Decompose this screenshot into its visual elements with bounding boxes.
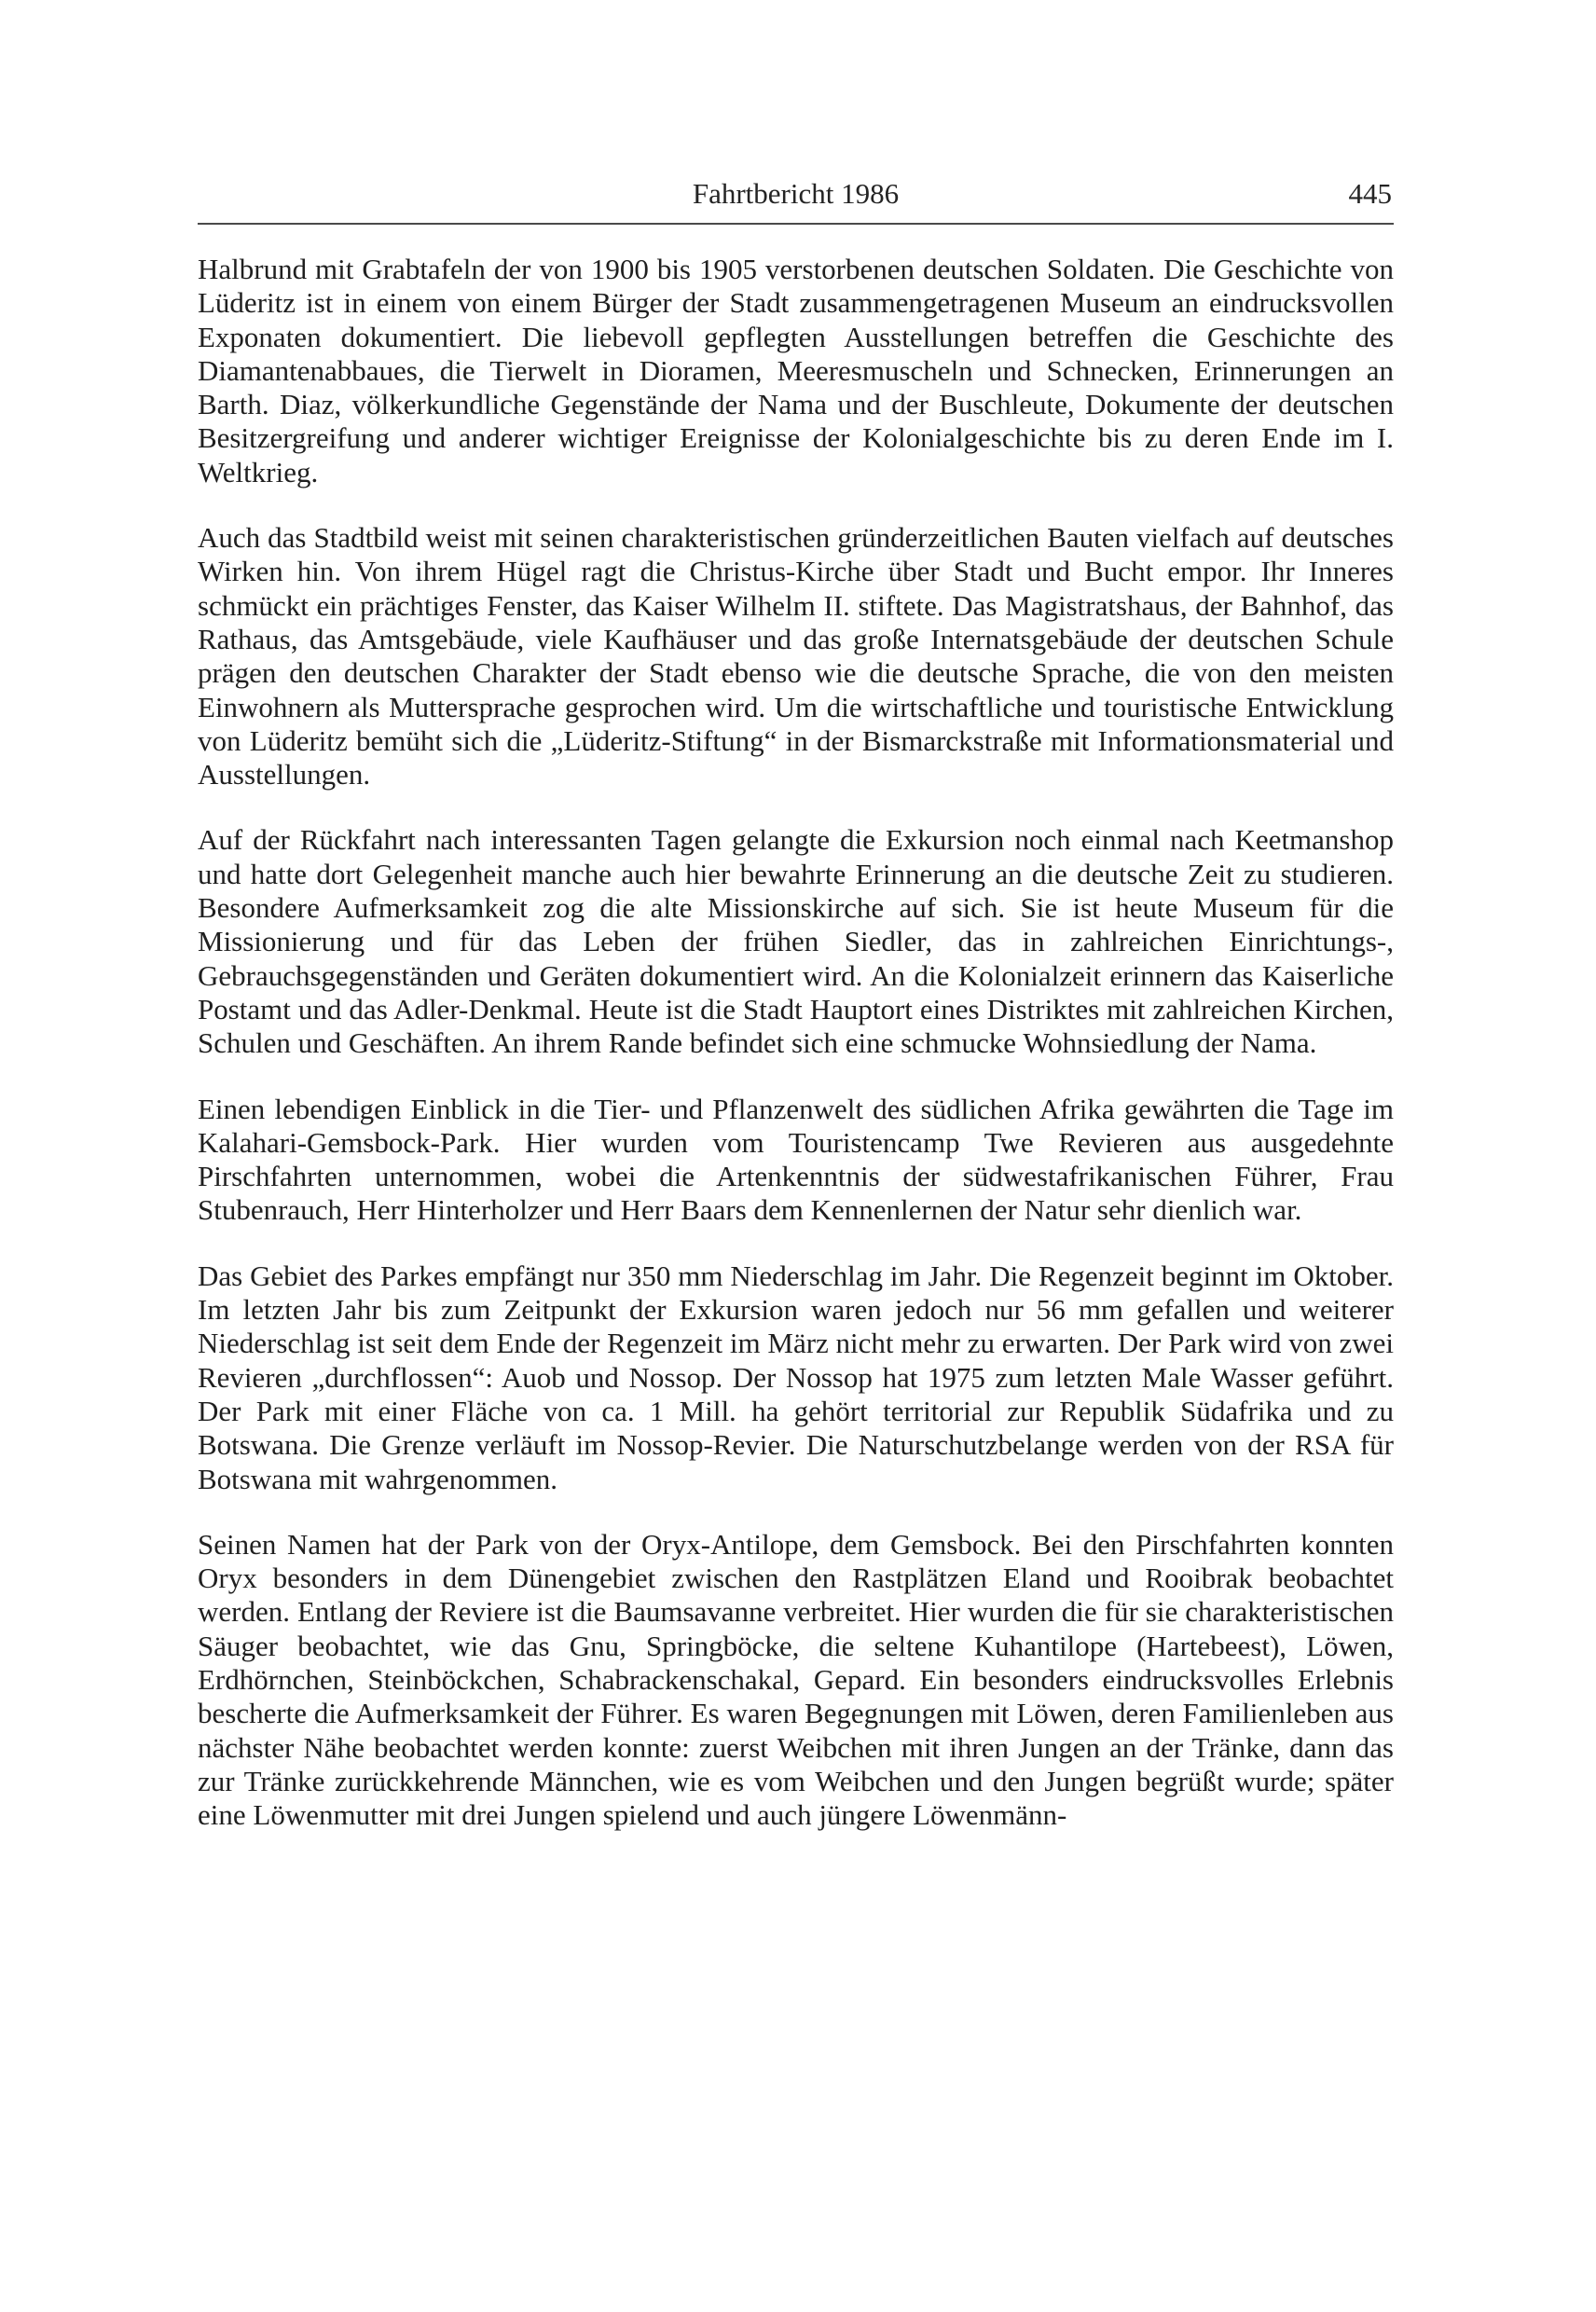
header-rule	[198, 223, 1394, 225]
running-title: Fahrtbericht 1986	[692, 177, 900, 210]
paragraph: Auch das Stadtbild weist mit seinen charakteristischen gründerzeitlichen Bauten vielfach auf deutsches Wirken hin. Von ihrem Hügel ragt die Christus-Kirche über Stadt und Bucht empor. Ihr Inneres schmückt ein prächtiges Fenster, das Kaiser Wilhelm II. stiftete. Das Magistratshaus, der Bahnhof, das Rathaus, das Amtsgebäude, viele Kaufhäuser und das große Internatsgebäude der deutschen Schule prägen den deutschen Charakter der Stadt ebenso wie die deutsche Sprache, die von den meisten Einwohnern als Muttersprache gesprochen wird. Um die wirtschaftliche und touristische Entwicklung von Lüderitz bemüht sich die „Lüderitz-Stiftung“ in der Bismarckstraße mit Informationsmaterial und Ausstellungen.	[198, 521, 1394, 791]
paragraph: Das Gebiet des Parkes empfängt nur 350 mm Niederschlag im Jahr. Die Regenzeit beginnt im Oktober. Im letzten Jahr bis zum Zeitpunkt der Exkursion waren jedoch nur 56 mm gefallen und weiterer Niederschlag ist seit dem Ende der Regenzeit im März nicht mehr zu erwarten. Der Park wird von zwei Revieren „durchflossen“: Auob und Nossop. Der Nossop hat 1975 zum letzten Male Wasser geführt. Der Park mit einer Fläche von ca. 1 Mill. ha gehört territorial zur Republik Südafrika und zu Botswana. Die Grenze verläuft im Nossop-Revier. Die Naturschutzbelange werden von der RSA für Botswana mit wahrgenommen.	[198, 1259, 1394, 1495]
paragraph: Auf der Rückfahrt nach interessanten Tagen gelangte die Exkursion noch einmal nach Keetmanshop und hatte dort Gelegenheit manche auch hier bewahrte Erinnerung an die deutsche Zeit zu studieren. Besondere Aufmerksamkeit zog die alte Missionskirche auf sich. Sie ist heute Museum für die Missionierung und für das Leben der frühen Siedler, das in zahlreichen Einrichtungs-, Gebrauchsgegenständen und Geräten dokumentiert wird. An die Kolonialzeit erinnern das Kaiserliche Postamt und das Adler-Denkmal. Heute ist die Stadt Hauptort eines Distriktes mit zahlreichen Kirchen, Schulen und Geschäften. An ihrem Rande befindet sich eine schmucke Wohnsiedlung der Nama.	[198, 823, 1394, 1060]
page-number: 445	[1348, 177, 1392, 210]
paragraph: Einen lebendigen Einblick in die Tier- und Pflanzenwelt des südlichen Afrika gewährten die Tage im Kalahari-Gemsbock-Park. Hier wurden vom Touristencamp Twe Revieren aus ausgedehnte Pirschfahrten unternommen, wobei die Artenkenntnis der südwestafrikanischen Führer, Frau Stubenrauch, Herr Hinterholzer und Herr Baars dem Kennenlernen der Natur sehr dienlich war.	[198, 1092, 1394, 1227]
paragraph: Halbrund mit Grabtafeln der von 1900 bis 1905 verstorbenen deutschen Soldaten. Die Geschichte von Lüderitz ist in einem von einem Bürger der Stadt zusammengetragenen Museum an eindrucksvollen Exponaten dokumentiert. Die liebevoll gepflegten Ausstellungen betreffen die Geschichte des Diamantenabbaues, die Tierwelt in Dioramen, Meeresmuscheln und Schnecken, Erinnerungen an Barth. Diaz, völkerkundliche Gegenstände der Nama und der Buschleute, Dokumente der deutschen Besitzergreifung und anderer wichtiger Ereignisse der Kolonialgeschichte bis zu deren Ende im I. Weltkrieg.	[198, 253, 1394, 489]
body-text	[198, 253, 1394, 1864]
running-head	[198, 172, 1394, 216]
paragraph: Seinen Namen hat der Park von der Oryx-Antilope, dem Gemsbock. Bei den Pirschfahrten konnten Oryx besonders in dem Dünengebiet zwischen den Rastplätzen Eland und Rooibrak beobachtet werden. Entlang der Reviere ist die Baumsavanne verbreitet. Hier wurden die für sie charakteristischen Säuger beobachtet, wie das Gnu, Springböcke, die seltene Kuhantilope (Hartebeest), Löwen, Erdhörnchen, Steinböckchen, Schabrackenschakal, Gepard. Ein besonders eindrucksvolles Erlebnis bescherte die Aufmerksamkeit der Führer. Es waren Begegnungen mit Löwen, deren Familienleben aus nächster Nähe beobachtet werden konnte: zuerst Weibchen mit ihren Jungen an der Tränke, dann das zur Tränke zurückkehrende Männchen, wie es vom Weibchen und den Jungen begrüßt wurde; später eine Löwenmutter mit drei Jungen spielend und auch jüngere Löwenmänn-	[198, 1527, 1394, 1832]
